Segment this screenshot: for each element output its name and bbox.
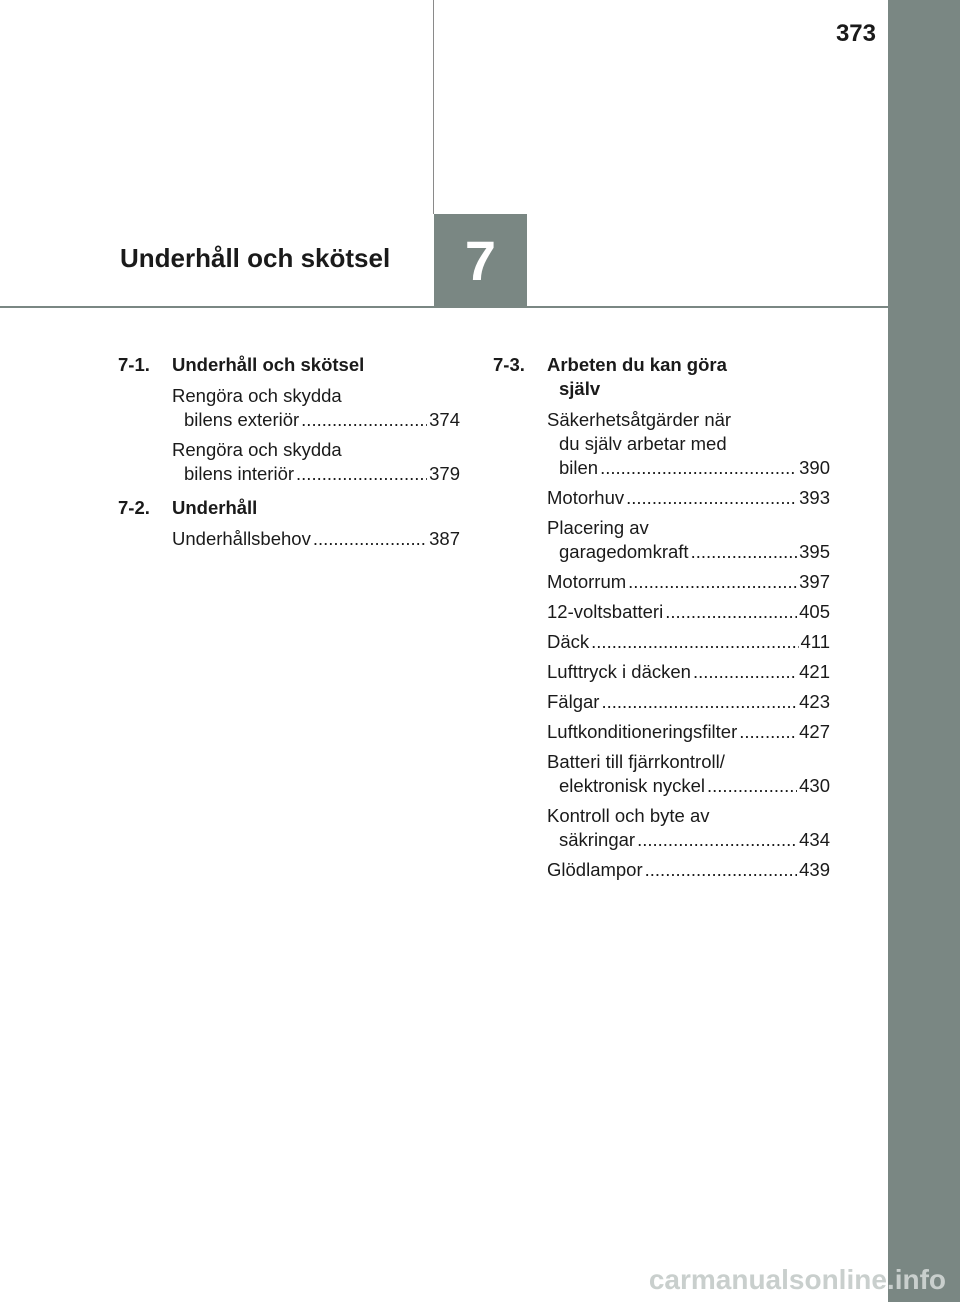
section-heading	[118, 496, 460, 520]
toc-entry-text: Placering av	[547, 517, 649, 538]
toc-left-column	[118, 353, 460, 557]
toc-entry-row	[547, 486, 830, 510]
toc-entry-label: Motorhuv	[547, 487, 625, 508]
section-number: 7-2.	[118, 497, 150, 518]
dot-leader	[693, 660, 797, 684]
dot-leader	[626, 486, 797, 510]
toc-entry-list	[493, 408, 830, 882]
toc-entry-row	[547, 720, 830, 744]
section-heading	[118, 353, 460, 377]
section-heading	[493, 353, 830, 401]
dot-leader	[739, 720, 797, 744]
toc-page-number: 387	[429, 528, 460, 549]
toc-right-column	[493, 353, 830, 888]
toc-entry[interactable]	[547, 600, 830, 624]
section-title	[172, 496, 460, 520]
dot-leader	[628, 570, 797, 594]
toc-entry[interactable]	[547, 660, 830, 684]
section-title-line: själv	[559, 378, 601, 399]
page-number: 373	[835, 20, 876, 47]
toc-entry-row	[547, 828, 830, 852]
dot-leader	[637, 828, 797, 852]
dot-leader	[665, 600, 797, 624]
toc-entry-list	[118, 384, 460, 486]
toc-entry[interactable]	[547, 630, 830, 654]
toc-entry-label: Underhållsbehov	[172, 528, 311, 549]
toc-page-number: 374	[429, 409, 460, 430]
section-title-line: Underhåll	[172, 497, 258, 518]
toc-entry-text: Rengöra och skydda	[172, 439, 342, 460]
toc-entry-text: Rengöra och skydda	[172, 385, 342, 406]
toc-page-number: 393	[799, 487, 830, 508]
toc-entry-label: Luftkonditioneringsfilter	[547, 721, 738, 742]
toc-entry-label: bilens interiör	[184, 463, 295, 484]
dot-leader	[591, 630, 798, 654]
toc-entry[interactable]	[547, 720, 830, 744]
section-number: 7-3.	[493, 354, 525, 375]
toc-page-number: 411	[800, 631, 830, 652]
toc-entry-list	[118, 527, 460, 551]
toc-entry[interactable]	[547, 690, 830, 714]
toc-page-number: 397	[799, 571, 830, 592]
toc-entry[interactable]	[547, 750, 830, 798]
watermark: carmanualsonline.info	[648, 1264, 946, 1295]
toc-page-number: 423	[799, 691, 830, 712]
toc-entry[interactable]	[547, 486, 830, 510]
toc-page-number: 405	[799, 601, 830, 622]
toc-entry-row	[172, 527, 460, 551]
vertical-divider	[433, 0, 434, 214]
dot-leader	[296, 462, 427, 486]
toc-entry-row	[547, 690, 830, 714]
toc-page-number: 395	[799, 541, 830, 562]
toc-entry-row	[172, 462, 460, 486]
dot-leader	[645, 858, 797, 882]
section-title-line: Underhåll och skötsel	[172, 354, 365, 375]
toc-entry-text: du själv arbetar med	[559, 433, 727, 454]
toc-entry-row	[547, 456, 830, 480]
toc-entry-row	[547, 540, 830, 564]
dot-leader	[601, 690, 797, 714]
toc-page-number: 434	[799, 829, 830, 850]
toc-entry-label: säkringar	[559, 829, 636, 850]
toc-entry-row	[547, 660, 830, 684]
section-title-line: Arbeten du kan göra	[547, 354, 727, 375]
toc-entry[interactable]	[547, 570, 830, 594]
dot-leader	[707, 774, 797, 798]
toc-page-number: 427	[799, 721, 830, 742]
toc-entry-label: Motorrum	[547, 571, 627, 592]
chapter-sidebar	[888, 0, 960, 1302]
toc-page-number: 430	[799, 775, 830, 796]
toc-entry-label: bilens exteriör	[184, 409, 300, 430]
toc-entry-row	[547, 630, 830, 654]
toc-entry[interactable]	[172, 438, 460, 486]
dot-leader	[691, 540, 798, 564]
toc-entry-label: Däck	[547, 631, 590, 652]
toc-entry-label: 12-voltsbatteri	[547, 601, 664, 622]
toc-entry-row	[547, 774, 830, 798]
toc-entry-row	[547, 858, 830, 882]
toc-page-number: 421	[799, 661, 830, 682]
toc-entry-label: Lufttryck i däcken	[547, 661, 691, 682]
toc-entry-text: Batteri till fjärrkontroll/	[547, 751, 725, 772]
toc-entry-row	[547, 570, 830, 594]
toc-entry-label: elektronisk nyckel	[559, 775, 706, 796]
chapter-number-box: 7	[434, 214, 527, 307]
toc-page-number: 390	[799, 457, 830, 478]
section-title	[547, 353, 830, 401]
toc-entry[interactable]	[547, 804, 830, 852]
toc-entry-text: Kontroll och byte av	[547, 805, 710, 826]
chapter-title: Underhåll och skötsel	[120, 243, 391, 273]
toc-entry[interactable]	[172, 527, 460, 551]
toc-page-number: 379	[429, 463, 460, 484]
section-number: 7-1.	[118, 354, 150, 375]
toc-entry[interactable]	[547, 408, 830, 480]
toc-page-number: 439	[799, 859, 830, 880]
dot-leader	[313, 527, 427, 551]
toc-entry-row	[172, 408, 460, 432]
toc-entry[interactable]	[547, 858, 830, 882]
toc-entry-label: Fälgar	[547, 691, 600, 712]
dot-leader	[301, 408, 427, 432]
toc-entry-label: garagedomkraft	[559, 541, 689, 562]
toc-entry-text: Säkerhetsåtgärder när	[547, 409, 732, 430]
toc-entry[interactable]	[172, 384, 460, 432]
toc-entry[interactable]	[547, 516, 830, 564]
toc-entry-label: Glödlampor	[547, 859, 643, 880]
dot-leader	[600, 456, 797, 480]
section-title	[172, 353, 460, 377]
toc-entry-row	[547, 600, 830, 624]
toc-entry-label: bilen	[559, 457, 599, 478]
